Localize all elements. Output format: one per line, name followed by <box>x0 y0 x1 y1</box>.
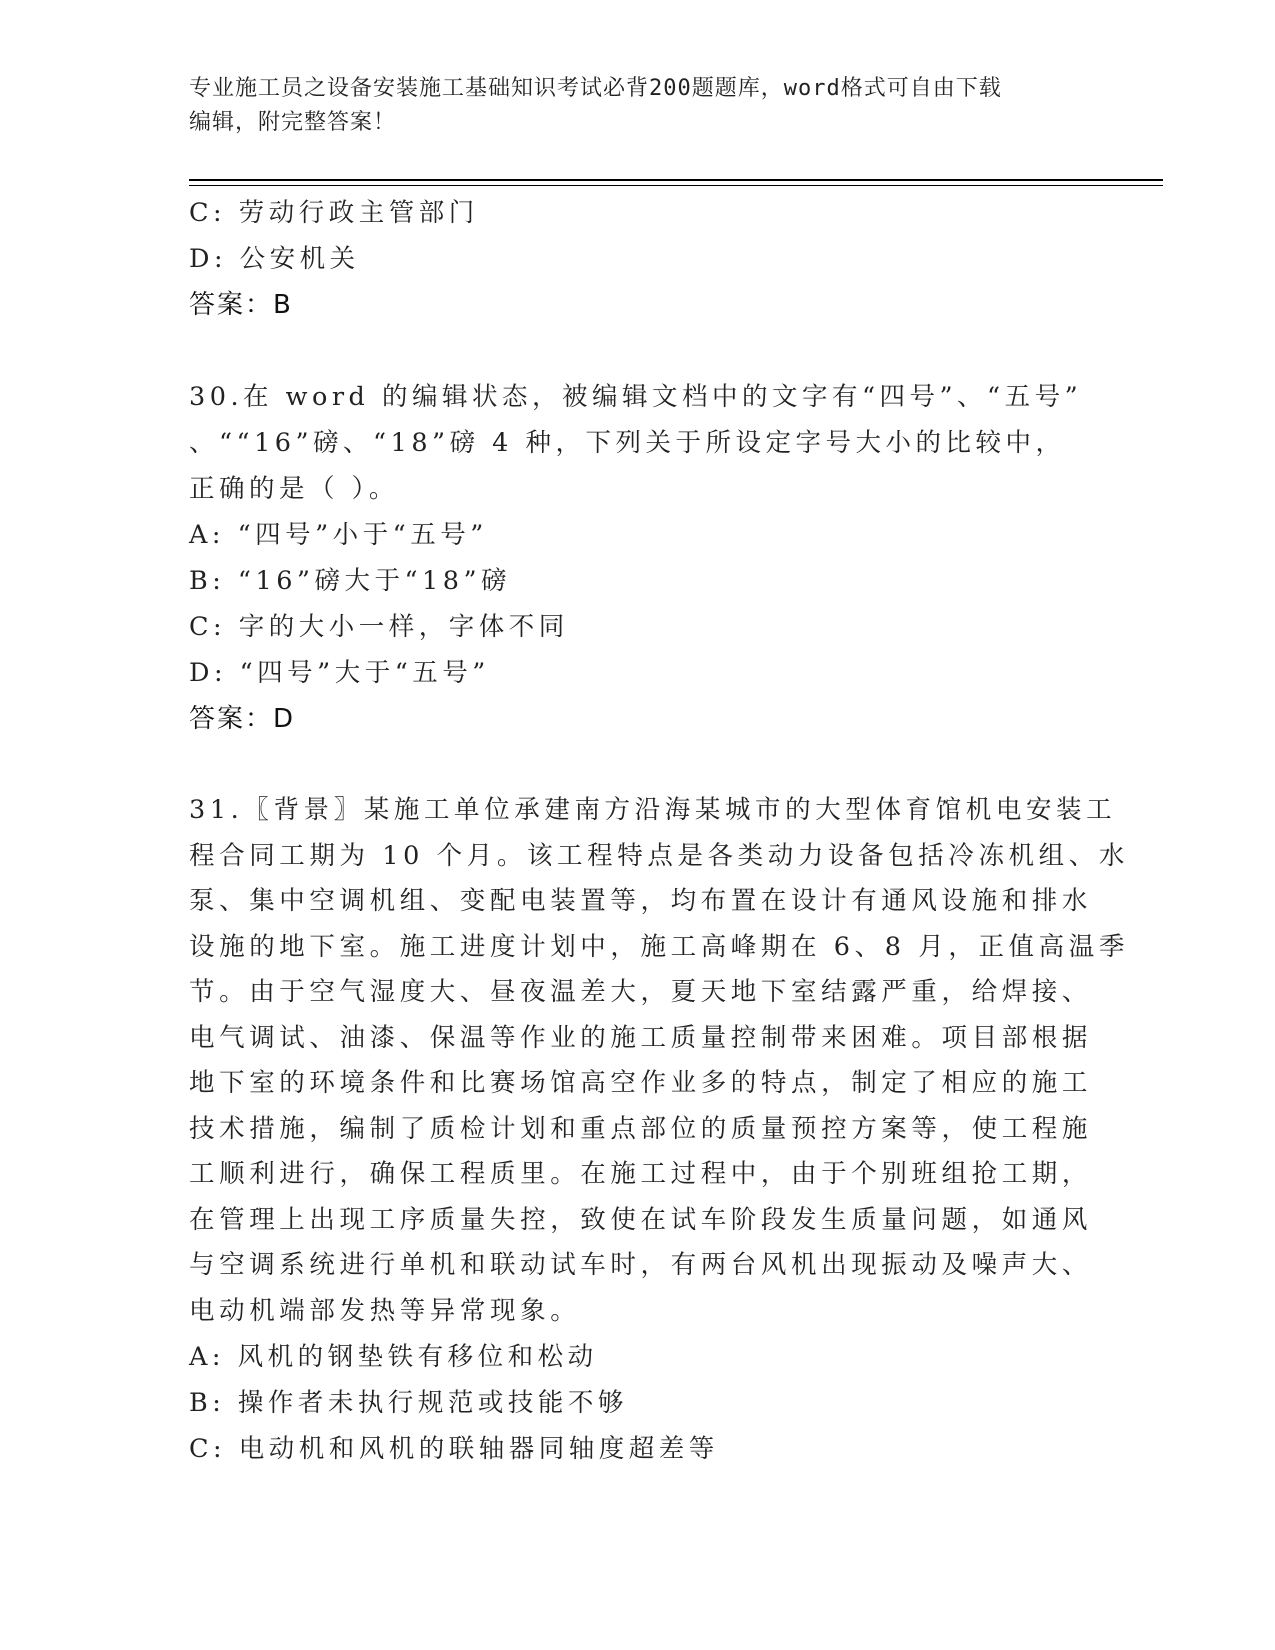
question-stem-line: 正确的是（ ）。 <box>189 474 399 504</box>
question-stem-line: 程合同工期为 10 个月。该工程特点是各类动力设备包括冷冻机组、水 <box>189 840 1129 871</box>
answer: 答案：D <box>189 704 296 734</box>
option-c: C: 电动机和风机的联轴器同轴度超差等 <box>189 1434 719 1464</box>
question-stem-line: 泵、集中空调机组、变配电装置等，均布置在设计有通风设施和排水 <box>189 886 1093 916</box>
question-stem-line: 技术措施，编制了质检计划和重点部位的质量预控方案等，使工程施 <box>189 1113 1093 1144</box>
question-stem-line: 31.〖背景〗某施工单位承建南方沿海某城市的大型体育馆机电安装工 <box>189 795 1117 825</box>
header-divider-thick <box>189 179 1163 181</box>
option-b: B: 操作者未执行规范或技能不够 <box>189 1388 628 1418</box>
spacer <box>189 742 1089 788</box>
document-body <box>189 190 1129 1472</box>
option-b: B: “16”磅大于“18”磅 <box>189 566 511 596</box>
question-stem-line: 电动机端部发热等异常现象。 <box>189 1295 581 1326</box>
question-stem-line: 工顺利进行，确保工程质里。在施工过程中，由于个别班组抢工期， <box>189 1159 1093 1189</box>
question-30 <box>189 374 1089 742</box>
header-divider-thin <box>189 185 1163 186</box>
spacer <box>189 328 1089 374</box>
option-c: C: 字的大小一样，字体不同 <box>189 612 569 642</box>
option-a: A: “四号”小于“五号” <box>189 520 488 550</box>
document-header <box>189 72 1109 140</box>
header-title-line-1: 专业施工员之设备安装施工基础知识考试必背200题题库，word格式可自由下载 <box>189 76 1002 101</box>
option-a: A: 风机的钢垫铁有移位和松动 <box>189 1342 598 1372</box>
question-stem-line: 节。由于空气湿度大、昼夜温差大，夏天地下室结露严重，给焊接、 <box>189 977 1093 1007</box>
question-stem-line: 地下室的环境条件和比赛场馆高空作业多的特点，制定了相应的施工 <box>189 1068 1093 1098</box>
header-title-line-2: 编辑，附完整答案！ <box>189 110 397 135</box>
option-d: D: “四号”大于“五号” <box>189 658 490 688</box>
question-stem-line: 在管理上出现工序质量失控，致使在试车阶段发生质量问题，如通风 <box>189 1204 1093 1235</box>
question-stem-line: 设施的地下室。施工进度计划中，施工高峰期在 6、8 月，正值高温季 <box>189 931 1129 962</box>
question-31 <box>189 788 1129 1472</box>
question-stem-line: 、““16”磅、“18”磅 4 种，下列关于所设定字号大小的比较中， <box>189 428 1066 458</box>
option-c: C: 劳动行政主管部门 <box>189 198 479 228</box>
question-stem-line: 与空调系统进行单机和联动试车时，有两台风机出现振动及噪声大、 <box>189 1250 1093 1280</box>
option-d: D: 公安机关 <box>189 244 360 274</box>
question-stem-line: 电气调试、油漆、保温等作业的施工质量控制带来困难。项目部根据 <box>189 1022 1093 1053</box>
question-stem-line: 30.在 word 的编辑状态，被编辑文档中的文字有“四号”、“五号” <box>189 382 1083 412</box>
question-29-tail <box>189 190 1089 328</box>
question-stem <box>189 788 1129 1334</box>
answer: 答案：B <box>189 290 293 320</box>
